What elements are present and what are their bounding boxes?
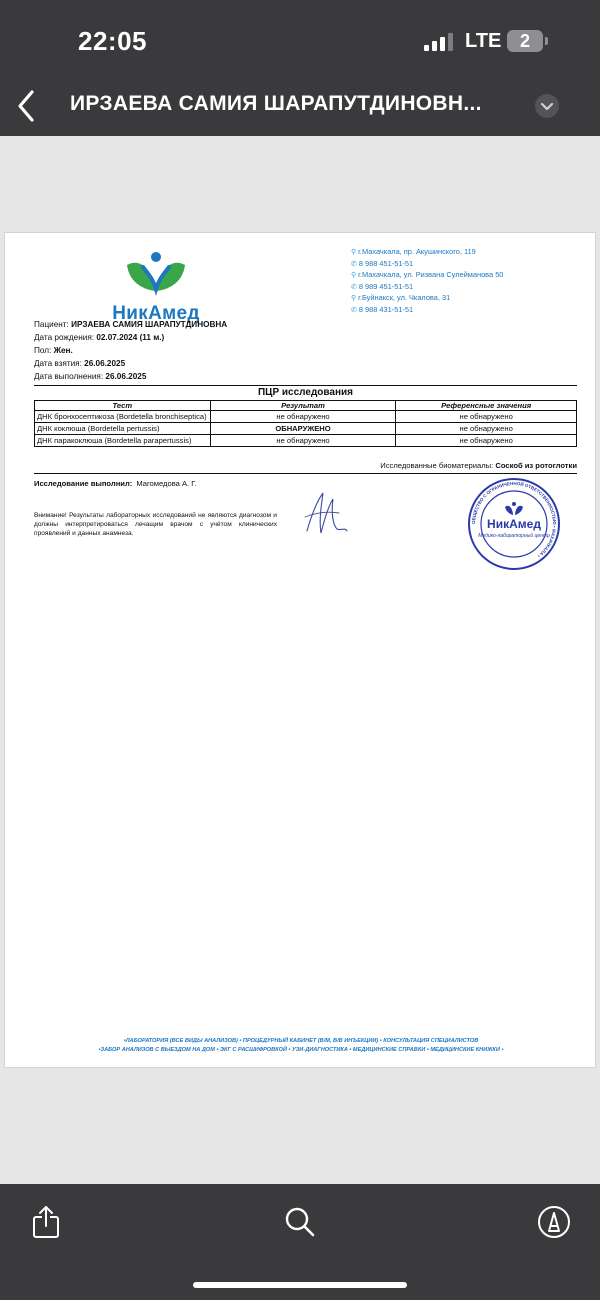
test-reference: не обнаружено bbox=[396, 423, 577, 435]
patient-info bbox=[34, 318, 434, 383]
results-table bbox=[34, 400, 577, 447]
home-indicator[interactable] bbox=[193, 1282, 407, 1288]
back-button[interactable] bbox=[10, 86, 44, 126]
contact-phone-2: ✆ 8 989 451-51-51 bbox=[351, 281, 414, 291]
patient-dob-row: Дата рождения: 02.07.2024 (11 м.) bbox=[34, 333, 165, 342]
footer-line-2: •ЗАБОР АНАЛИЗОВ С ВЫЕЗДОМ НА ДОМ • ЭКГ С РАСШИФРОВКОЙ • УЗИ-ДИАГНОСТИКА • МЕДИЦИНСКИЕ СПРАВКИ • МЕДИЦИНСКИЕ КНИЖКИ • bbox=[98, 1047, 504, 1053]
footer-line-1: •ЛАБОРАТОРИЯ (ВСЕ ВИДЫ АНАЛИЗОВ) • ПРОЦЕДУРНЫЙ КАБИНЕТ (В/М, В/В ИНЪЕКЦИИ) • КОНСУЛЬТАЦИЯ СПЕЦИАЛИСТОВ bbox=[123, 1038, 479, 1044]
test-name: ДНК бронхосептикоза (Bordetella bronchiseptica) bbox=[35, 411, 211, 423]
document-title[interactable]: ИРЗАЕВА САМИЯ ШАРАПУТДИНОВН... bbox=[70, 92, 482, 115]
table-row bbox=[35, 435, 577, 447]
phone-icon: ✆ bbox=[351, 260, 357, 268]
document-page bbox=[4, 232, 596, 1068]
chevron-down-icon bbox=[535, 94, 559, 118]
status-time: 22:05 bbox=[78, 26, 147, 56]
location-pin-icon: ⚲ bbox=[351, 295, 357, 302]
location-pin-icon: ⚲ bbox=[351, 249, 357, 256]
divider bbox=[34, 473, 577, 474]
table-row bbox=[35, 423, 577, 435]
phone-icon: ✆ bbox=[351, 283, 357, 291]
phone-icon: ✆ bbox=[351, 306, 357, 314]
search-icon bbox=[282, 1204, 318, 1240]
divider bbox=[34, 385, 577, 386]
patient-name-row: Пациент: ИРЗАЕВА САМИЯ ШАРАПУТДИНОВНА bbox=[34, 320, 228, 329]
table-header-row bbox=[35, 401, 577, 411]
header-result: Результат bbox=[210, 401, 396, 411]
stamp-subtitle: Медико-лабораторный центр bbox=[478, 533, 550, 539]
svg-text:ОБЩЕСТВО С ОГРАНИЧЕННОЙ ОТВЕТС: ОБЩЕСТВО С ОГРАНИЧЕННОЙ ОТВЕТСТВЕННОСТЬЮ • МАХАЧКАЛА • bbox=[470, 480, 558, 559]
header-test: Тест bbox=[35, 401, 211, 411]
company-stamp bbox=[467, 477, 561, 571]
location-pin-icon: ⚲ bbox=[351, 272, 357, 279]
battery-tip bbox=[545, 37, 548, 45]
contact-phone-1: ✆ 8 988 451-51-51 bbox=[351, 258, 414, 268]
markup-button[interactable] bbox=[536, 1204, 572, 1240]
test-result: не обнаружено bbox=[210, 435, 396, 447]
leaf-logo-icon bbox=[101, 249, 211, 305]
contact-address-3: ⚲ г.Буйнакск, ул. Чкалова, 31 bbox=[351, 293, 451, 302]
contacts-block bbox=[351, 247, 591, 316]
services-footer bbox=[15, 1037, 587, 1055]
performer-row: Исследование выполнил: Магомедова А. Г. bbox=[34, 479, 197, 488]
brand-name: НикАмед bbox=[112, 303, 200, 324]
stamp-name: НикАмед bbox=[487, 517, 541, 531]
share-icon bbox=[28, 1204, 64, 1240]
signature-icon bbox=[301, 487, 351, 541]
test-result: не обнаружено bbox=[210, 411, 396, 423]
table-row bbox=[35, 411, 577, 423]
disclaimer-text: Внимание! Результаты лабораторных исследований не являются диагнозом и должны интерпретироваться лечащим врачом с учётом клинических проявлений и данных анамнеза. bbox=[34, 512, 277, 537]
sample-date-row: Дата взятия: 26.06.2025 bbox=[34, 359, 126, 368]
test-name: ДНК паракоклюша (Bordetella parapertussis) bbox=[35, 435, 211, 447]
title-menu-button[interactable] bbox=[535, 94, 559, 118]
test-reference: не обнаружено bbox=[396, 435, 577, 447]
chevron-left-icon bbox=[10, 86, 44, 126]
search-button[interactable] bbox=[282, 1204, 318, 1240]
section-title: ПЦР исследования bbox=[257, 387, 354, 398]
test-name: ДНК коклюша (Bordetella pertussis) bbox=[35, 423, 211, 435]
test-reference: не обнаружено bbox=[396, 411, 577, 423]
brand-logo bbox=[101, 249, 211, 329]
biomaterial-row: Исследованные биоматериалы: Соскоб из ротоглотки bbox=[380, 461, 577, 470]
contact-address-2: ⚲ г.Махачкала, ул. Ризвана Сулейманова 50 bbox=[351, 270, 504, 279]
network-type: LTE bbox=[465, 30, 502, 52]
done-date-row: Дата выполнения: 26.06.2025 bbox=[34, 372, 147, 381]
header-reference: Референсные значения bbox=[396, 401, 577, 411]
markup-icon bbox=[536, 1204, 572, 1240]
top-bar bbox=[0, 0, 600, 136]
test-result: ОБНАРУЖЕНО bbox=[210, 423, 396, 435]
contact-phone-3: ✆ 8 988 431-51-51 bbox=[351, 304, 414, 314]
share-button[interactable] bbox=[28, 1204, 64, 1240]
signal-strength-icon bbox=[424, 33, 454, 51]
patient-sex-row: Пол: Жен. bbox=[34, 346, 73, 355]
battery-icon: 2 bbox=[507, 30, 543, 52]
contact-address-1: ⚲ г.Махачкала, пр. Акушинского, 119 bbox=[351, 247, 476, 256]
